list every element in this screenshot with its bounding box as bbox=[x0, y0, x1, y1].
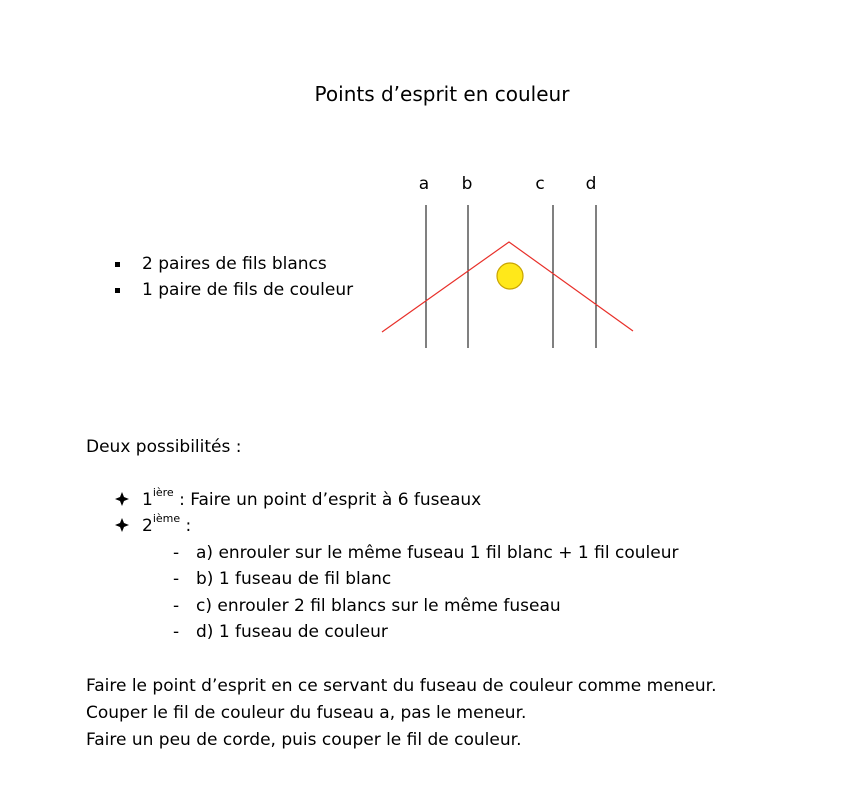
option-ordinal: ière bbox=[152, 486, 174, 499]
thread-label-b: b bbox=[461, 174, 473, 194]
sub-item-text: c) enrouler 2 fil blancs sur le même fuseau bbox=[196, 596, 561, 616]
option-item bbox=[142, 512, 192, 536]
option-item bbox=[142, 486, 482, 510]
possibilities-heading: Deux possibilités : bbox=[86, 437, 242, 457]
material-text: 1 paire de fils de couleur bbox=[142, 280, 354, 300]
option-number: 1 bbox=[142, 490, 153, 510]
sub-item-text: d) 1 fuseau de couleur bbox=[196, 622, 388, 642]
square-bullet-icon bbox=[115, 262, 120, 267]
sub-item bbox=[173, 596, 561, 616]
pin-icon bbox=[497, 263, 523, 289]
sub-item bbox=[173, 622, 388, 642]
thread-label-d: d bbox=[585, 174, 597, 194]
instruction-line: Couper le fil de couleur du fuseau a, pas le meneur. bbox=[86, 703, 527, 723]
material-item bbox=[142, 254, 327, 274]
option-text: : Faire un point d’esprit à 6 fuseaux bbox=[173, 490, 482, 510]
thread-label-c: c bbox=[535, 174, 545, 194]
option-number: 2 bbox=[142, 516, 153, 536]
dash-icon: - bbox=[173, 543, 180, 563]
material-text: 2 paires de fils blancs bbox=[142, 254, 327, 274]
option-ordinal: ième bbox=[152, 512, 181, 525]
instruction-line: Faire un peu de corde, puis couper le fil de couleur. bbox=[86, 730, 522, 750]
instruction-line: Faire le point d’esprit en ce servant du fuseau de couleur comme meneur. bbox=[86, 676, 717, 696]
page-title: Points d’esprit en couleur bbox=[314, 82, 570, 106]
sub-item-text: b) 1 fuseau de fil blanc bbox=[196, 569, 392, 589]
diamond-bullet-icon bbox=[114, 517, 130, 533]
thread-label-a: a bbox=[418, 174, 430, 194]
dash-icon: - bbox=[173, 596, 180, 616]
dash-icon: - bbox=[173, 622, 180, 642]
diamond-bullet-icon bbox=[114, 491, 130, 507]
sub-item-text: a) enrouler sur le même fuseau 1 fil blanc + 1 fil couleur bbox=[196, 543, 679, 563]
material-item bbox=[142, 280, 353, 300]
sub-item bbox=[173, 543, 679, 563]
option-text: : bbox=[180, 516, 192, 536]
sub-item bbox=[173, 569, 392, 589]
dash-icon: - bbox=[173, 569, 180, 589]
square-bullet-icon bbox=[115, 288, 120, 293]
